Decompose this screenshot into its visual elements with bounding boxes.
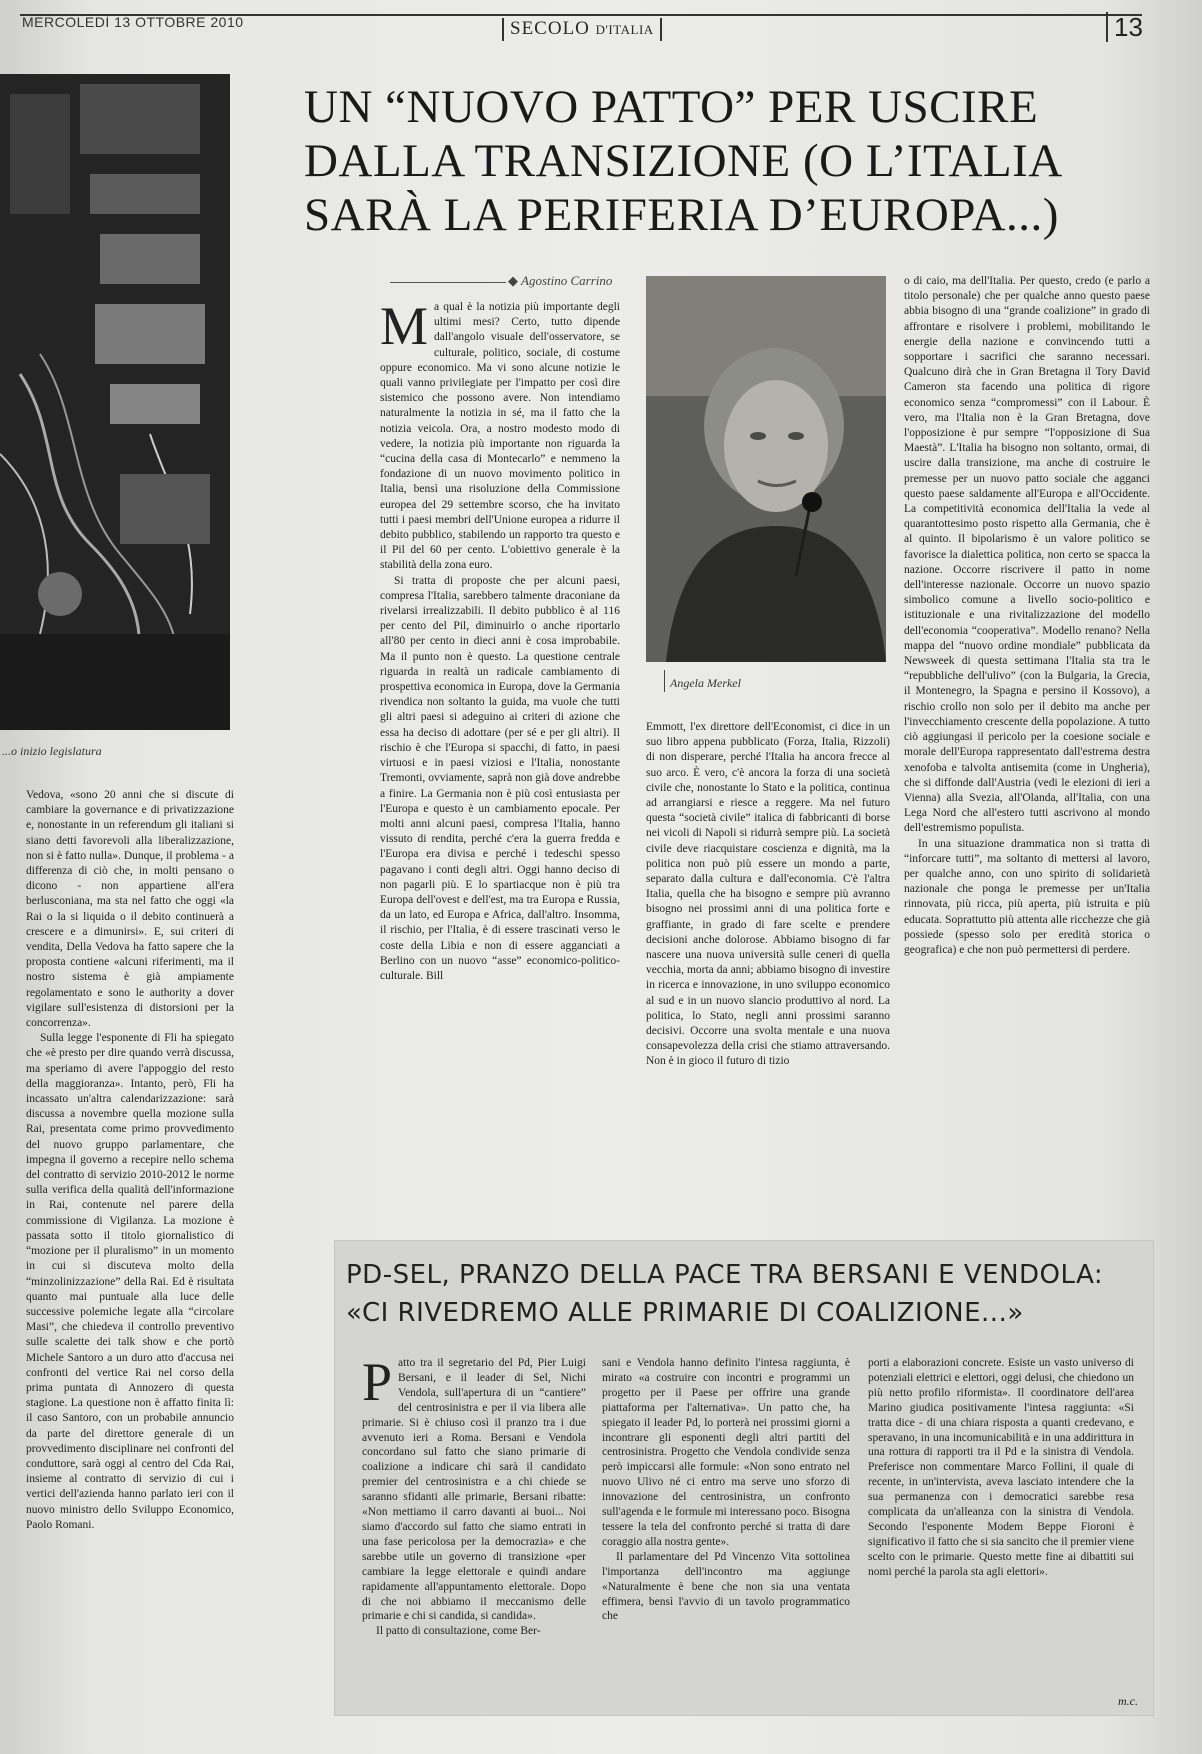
article-paragraph-3: Emmott, l'ex direttore dell'Economist, ci dice in un suo libro appena pubblicato (Forza, Italia, Rizzoli) di non disperare, perché l'Italia ha ancora frecce al suo arco. È vero, c'è ancora la forza di una società civile che, nonostante lo Stato e la politica, continua ad arrangiarsi e riesce a reggere. Ma nel futuro questa “società civile” italica di fabbricanti di borse nei vicoli di Napoli si ridurrà sempre più. La società civile deve riacquistare coscienza e dignità, ma la politica non può più essere un mondo a parte, separato dalla cultura e dall'economia. C'è l'altra Italia, quella che ha bisogno e sempre più avranno bisogno nei prossimi anni di una politica forte e graffiante, in grado di fare scelte e prendere decisioni anche dolorose. Abbiamo bisogno di far nascere una nuova università sulle ceneri di quella vecchia, morta da anni; abbiamo bisogno di investire in ricerca e innovazione, in uno sviluppo economico al sud e in un nuovo slancio produttivo al nord. La politica, lo Stato, negli anni prossimi saranno decisivi. Occorre una svolta mentale e una nuova consapevolezza della crisi che stiamo attraversando. Non è in gioco il futuro di tizio [646,721,890,1068]
secondary-paragraph-5: porti a elaborazioni concrete. Esiste un vasto universo di potenziali elettrici e elettori, oggi delusi, che chiedono un più netto profilo riformista». Il coordinatore dell'area Marino giudica positivamente l'intesa raggiunta: «Si tratta dice - di una chiara risposta a quanti credevano, e speravano, in una incomunicabilità e in una addirittura in una rottura di rapporti tra il Pd e la sinistra di Vendola. Preferisce non commentare Marco Follini, il quale di recente, in un'intervista, aveva lasciato intendere che la sua permanenza con i democratici sarebbe resa complicata da un'alleanza con la sinistra di Vendola. Secondo l'esponente Modem Beppe Fioroni è significativo il fatto che si sia sancito che il premier viene scelto con le primarie. Questo mette fine ai dibattiti sui nomi perché la parola sta agli elettori». [868,1357,1134,1578]
secondary-paragraph-4: Il parlamentare del Pd Vincenzo Vita sottolinea l'importanza dell'incontro ma aggiunge «Naturalmente è bene che non sia una ventata effimera, bensì l'avvio di un tavolo programmatico che [602,1550,850,1623]
secondary-paragraph-1: atto tra il segretario del Pd, Pier Luigi Bersani, e il leader di Sel, Nichi Vendola, sull'apertura di un “cantiere” del centrosinistra e per il via libera alle primarie. Si è chiuso così il pranzo tra i due avvenuto ieri a Roma. Bersani e Vendola concordano sul fatto che siano primarie di coalizione a indicare chi sarà il candidato premier del centrosinistra e a chi chiede se saranno sfidanti alle primarie, Bersani ribatte: «Non mettiamo il carro davanti ai buoi... Noi siamo d'accordo sul fatto che siamo entrati in una fase pericolosa per la democrazia» e che sarebbe utile un governo di transizione «per cambiare la legge elettorale e quindi andare rapidamente all'appuntamento elettorale. Dopo di che noi abbiamo il meccanismo delle primarie e chi si candida, si candida». [362,1357,586,1623]
merkel-caption-rule [664,670,665,692]
secondary-title-line-2: «CI RIVEDREMO ALLE PRIMARIE DI COALIZIONE...» [346,1298,1024,1328]
masthead-title [502,18,662,41]
merkel-portrait [646,276,886,662]
headline-line-1: UN “NUOVO PATTO” PER USCIRE [304,81,1039,133]
secondary-paragraph-3: sani e Vendola hanno definito l'intesa raggiunta, è mirato «a costruire con incontri e programmi un progetto per il Paese per offrire una grande piattaforma per l'alternativa». Un patto che, ha spiegato il leader Pd, lo porterà nei prossimi giorni a incontrare gli esponenti degli altri partiti del centrosinistra. Progetto che Vendola condivide senza però impiccarsi alle formule: «Non sono entrato nel nuovo Ulivo né ci entro ma serve uno sforzo di innovazione del centrosinistra, un confronto sull'agenda e le formule mi interessano poco. Bisogna tessere la tela del confronto perché si tratta di dare coraggio alla nostra gente». [602,1357,850,1548]
byline: ◆ Agostino Carrino [508,273,613,288]
left-paragraph-2: Sulla legge l'esponente di Fli ha spiegato che «è presto per dire quando verrà discussa, ma speriamo di avere l'appoggio del resto della maggioranza». Intanto, però, Fli ha incassato un'altra calendarizzazione: sarà discussa a novembre quella mozione sulla Rai, presentata come primo provvedimento del nuovo gruppo parlamentare, che impegna il governo a recepire nello schema del contratto di servizio 2010-2012 le norme sulla verifica della qualità dell'informazione in Rai, contenute nel parere della commissione di Vigilanza. La mozione è passata sotto il titolo giornalistico di “mozione per il pluralismo” in un momento in cui si discuteva molto della “minzolinizzazione” della Rai. Ed è risultata quanto mai puntuale alla luce delle successive polemiche legate alla “circolare Masi”, che chiedeva il controllo preventivo sulle scalette dei talk show e che portò Michele Santoro a un duro atto d'accusa nei confronti del vertice Rai nel corso della prima puntata di Annozero di questa stagione. La questione non è affatto finita lì: il caso Santoro, con un probabile annuncio da parte del direttore generale di un provvedimento disciplinare nei confronti del conduttore, sarà oggi al centro del Cda Rai, insieme al contratto di servizio di cui i vertici dell'azienda hanno parlato ieri con il nuovo ministro dello Sviluppo Economico, Paolo Romani. [26,1032,234,1531]
secondary-article-title [346,1256,1146,1332]
headline-line-3: SARÀ LA PERIFERIA D’EUROPA...) [304,189,1059,241]
article-paragraph-1: a qual è la notizia più importante degli ultimi mesi? Certo, tutto dipende dall'angolo visuale dell'osservatore, se culturale, politico, sociale, di costume oppure economico. Ma vi sono alcune notizie le quali vanno privilegiate per l'impatto per così dire sistemico che possono avere. Non intendiamo naturalmente la notizia in sé, ma il fatto che la notizia veicola. Ora, a nostro modesto modo di vedere, la notizia più importante non riguarda la “cucina della casa di Montecarlo” e nemmeno la fondazione di un nuovo movimento politico in Italia, bensì una risoluzione della Commissione europea del 29 settembre scorso, che ha invitato tutti i paesi membri dell'Unione europea a ridurre il debito pubblico, stabilendo un rapporto tra questo e il Pil del 60 per cento. L'obiettivo generale è la stabilità della zona euro. [380,301,620,572]
secondary-title-line-1: PD-SEL, PRANZO DELLA PACE TRA BERSANI E VENDOLA: [346,1260,1104,1290]
secondary-column-1 [362,1356,586,1708]
left-photo-caption: ...o inizio legislatura [2,744,102,758]
page-number: 13 [1106,12,1143,42]
left-article-column [26,788,234,1710]
byline-rule [390,282,506,283]
article-paragraph-5: In una situazione drammatica non si tratta di “inforcare tutti”, ma soltanto di mettersi al lavoro, per qualche anno, con uno spirito di solidarietà nazionale che ponga le premesse per un'Italia rinnovata, più ricca, più aperta, più istruita e più educata. Soprattutto più attenta alle ricchezze che già possiede (spesso solo per eredità storica o geografica) e che non può permettersi di perdere. [904,837,1150,956]
secondary-signature: m.c. [1118,1694,1138,1708]
left-photo [0,74,230,730]
secondary-column-2 [602,1356,850,1708]
byline-author: Agostino Carrino [521,273,613,288]
dropcap-p: P [362,1356,393,1412]
secondary-paragraph-2: Il patto di consultazione, come Ber- [376,1625,541,1638]
article-column-1 [380,300,620,1342]
article-paragraph-2: Si tratta di proposte che per alcuni paesi, compresa l'Italia, sarebbero talmente draconiane da rivelarsi irrealizzabili. Il debito pubblico è al 116 per cento del Pil, diminuirlo o anche riportarlo all'80 per cento in dieci anni è cosa improbabile. Ma il punto non è questo. La questione centrale riguarda in realtà un radicale cambiamento di prospettiva economica in Europa, dove la Germania rivendica non soltanto la guida, ma vuole che tutti gli altri paesi si adeguino ai criteri di azione che essa ha deciso di adottare (per sé e per gli altri). Il rischio è che l'Europa si spacchi, di fatto, in paesi virtuosi e in paesi viziosi e l'Italia, nonostante Tremonti, ovviamente, saprà non già dove andrebbe a finire. La Germania non è più così entusiasta per l'Europa e questo è un cambiamento epocale. Per molti anni alcuni paesi, compresa l'Italia, hanno vissuto di rendita, perché c'era la guerra fredda e l'Europa era divisa e perché i tedeschi spesso pagavano i conti degli altri. Oggi hanno deciso di non pagarli più. E lo spartiacque non è più tra Europa dell'ovest e dell'est, ma tra Europa e Russia, da un lato, ed Europa e Africa, dall'altro. Insomma, il rischio, per l'Italia, è di essere trascinati verso le coste della Libia e non di essere agganciati a Berlino con un nuovo “asse” economico-politico-culturale. Bill [380,574,620,982]
headline-line-2: DALLA TRANSIZIONE (O L’ITALIA [304,135,1063,187]
left-paragraph-1: Vedova, «sono 20 anni che si discute di cambiare la governance e di privatizzazione e, nonostante in un referendum gli italiani si siano detti favorevoli alla liberalizzazione, non si è fatto nulla». Dunque, il problema - a differenza di ciò che, in molti pensano o dicono - non appartiene all'era berlusconiana, ma sta nel fatto che oggi «la Rai o la si liquida o il debito continuerà a crescere e a dimunirsi». E, sui criteri di vendita, Della Vedova ha fatto sapere che la proposta contiene «alcuni riferimenti, ma il nostro sistema è già ampiamente regolamentato e sono le authority a dover vigilare sull'esistenza di distorsioni per la concorrenza». [26,789,234,1030]
masthead-date: MERCOLEDÌ 13 OTTOBRE 2010 [22,14,244,30]
merkel-photo [646,276,886,662]
article-column-3 [904,274,1150,1334]
dropcap-m: M [380,300,429,356]
masthead-title-main: SECOLO [510,18,590,39]
article-paragraph-4: o di caio, ma dell'Italia. Per questo, credo (e parlo a titolo personale) che per qualche anno questo paese abbia bisogno di una “grande coalizione” in grado di affrontare e risolvere i problemi, mobilitando le energie della nazione e convincendo tutti a sopportare i sacrifici che saranno necessari. Qualcuno dirà che in Gran Bretagna il Tory David Cameron sta facendo una politica di rigore economico senza “compromessi” con il Labour. È vero, ma l'Italia non è la Gran Bretagna, dove l'opposizione è pur sempre “l'opposizione di Sua Maestà”. L'Italia ha bisogno non soltanto, ormai, di uscire dalla transizione, ma anche di costruire le premesse per un nuovo patto sociale che agganci questo paese saldamente all'Europa e all'Occidente. La competitività economica dell'Italia la vede al quarantottesimo posto rispetto alla Germania, che è al quinto. Il bipolarismo è un valore politico se favorisce la dialettica politica, non certo se spacca la nazione. Occorre riscrivere il patto in nome dell'interesse nazionale. Occorre un nuovo spazio simbolico comune a livello socio-politico e istituzionale e una rivitalizzazione del modello dell'economia “cooperativa”. Modello renano? Nella mappa del “nuovo ordine mondiale” pubblicata da Newsweek di questa settimana l'Italia sta tra le “repubbliche dell'ulivo” (con la Bulgaria, la Grecia, il Montenegro, la Spagna e persino il Kossovo), a rischio crollo non solo per il debito ma anche per l'invecchiamento crescente della popolazione. A tutto ciò aggiungasi il pericolo per la coesione sociale e morale dell'Europa rappresentato dall'estrema destra xenofoba e talvolta antisemita (come in Ungheria), che si diffonde dall'Austria (vedi le elezioni di ieri a Vienna) alla Svezia, all'Olanda, all'Italia, con una Lega Nord che all'estero tutti ascrivono al mondo dell'estremismo populista. [904,275,1150,835]
left-photo-illustration [0,74,230,730]
masthead-title-small: D'ITALIA [595,22,654,37]
secondary-column-3 [868,1356,1134,1708]
article-headline [304,80,1064,242]
merkel-caption: Angela Merkel [670,676,741,690]
